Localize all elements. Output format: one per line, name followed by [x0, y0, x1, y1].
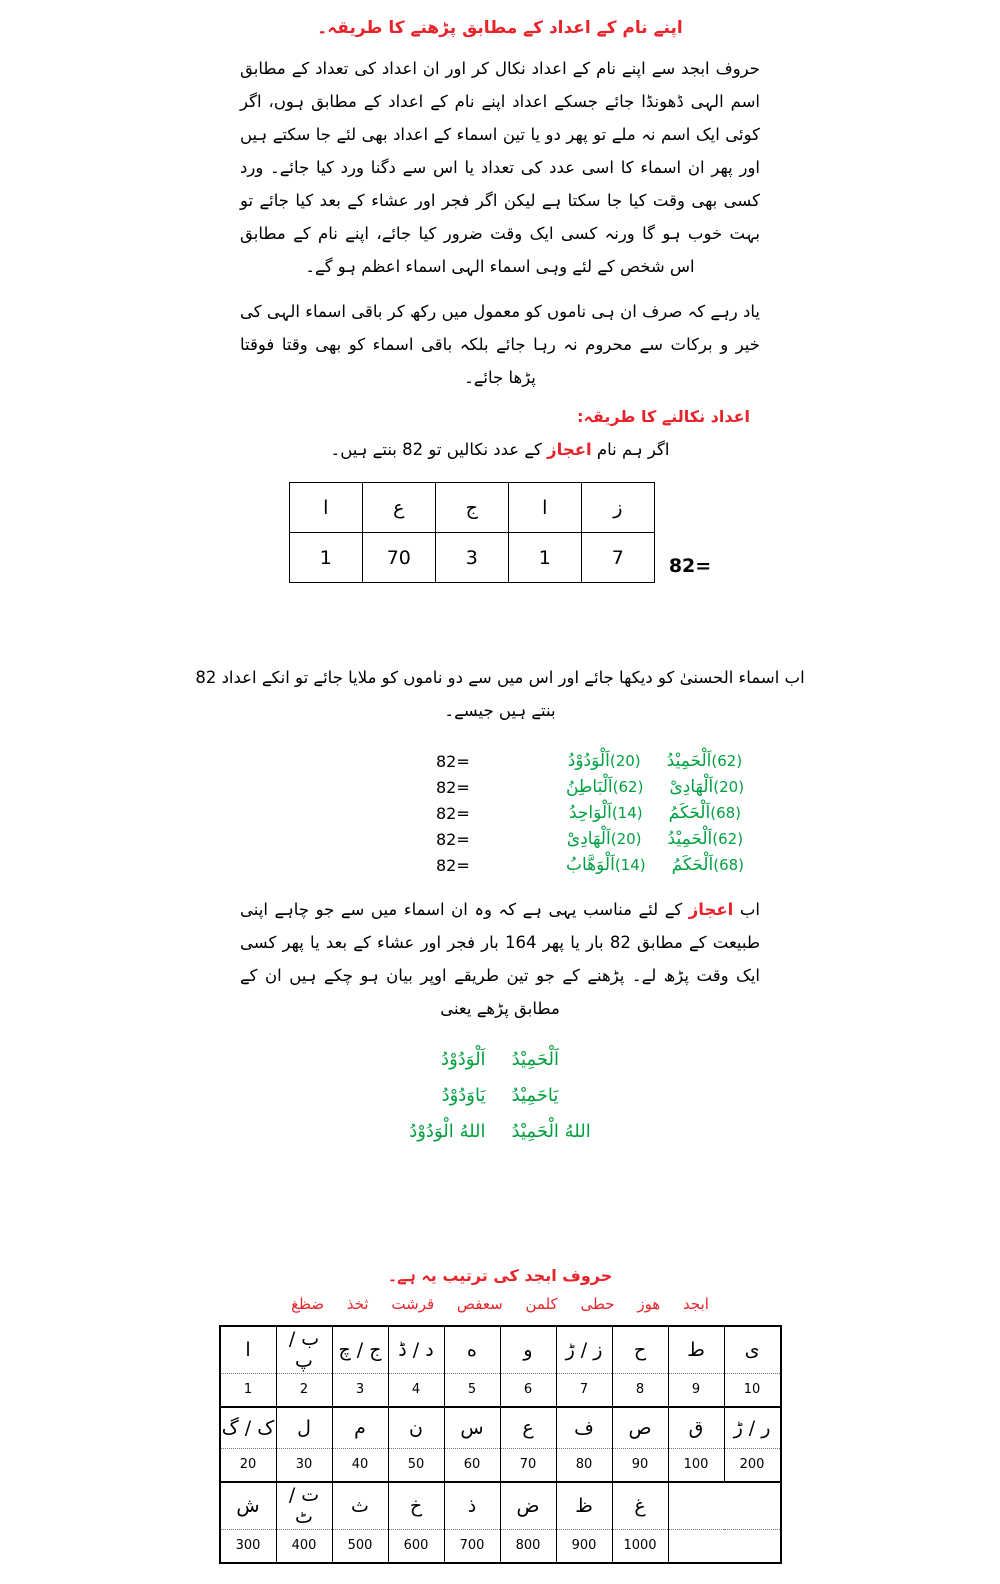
grid-letter: ص — [612, 1407, 668, 1449]
table-row-letters — [289, 483, 654, 533]
abjad-seq-word: کلمن — [525, 1294, 558, 1313]
abjad-seq-word: ابجد — [683, 1294, 709, 1313]
grid-letter: ک / گ — [220, 1407, 277, 1449]
list-item — [220, 751, 780, 771]
pair-number-2: (20) — [609, 752, 641, 771]
para4-name: اعجاز — [688, 900, 734, 920]
pair-names — [530, 855, 780, 875]
grid-value: 60 — [444, 1448, 500, 1482]
pair-sum: 82= — [436, 777, 470, 797]
grid-value: 3 — [332, 1373, 388, 1407]
abjad-sequence — [0, 1295, 1000, 1313]
pair-names — [530, 829, 780, 849]
abjad-seq-word: هوز — [637, 1294, 661, 1313]
example-line — [190, 433, 810, 466]
grid-value: 1 — [220, 1373, 277, 1407]
grid-letter: د / ڈ — [388, 1326, 444, 1374]
grid-value: 8 — [612, 1373, 668, 1407]
table-row — [220, 1373, 781, 1407]
recitation-right: اللهُ الْوَدُوْدُ — [409, 1121, 486, 1143]
name-value-table — [289, 482, 655, 583]
grid-value: 5 — [444, 1373, 500, 1407]
grid-value: 200 — [724, 1448, 781, 1482]
pair-name-2: اَلْوَاحِدُ — [568, 803, 612, 824]
pair-name-2: اَلْبَاطِنُ — [565, 777, 613, 798]
grid-value-empty — [668, 1529, 724, 1563]
abjad-seq-word: حطی — [580, 1294, 615, 1313]
grid-letter: ه — [444, 1326, 500, 1374]
grid-value: 700 — [444, 1529, 500, 1563]
grid-letter: و — [500, 1326, 556, 1374]
pair-name-1: اَلْحَمِیْدُ — [666, 751, 712, 772]
table-row — [220, 1407, 781, 1449]
grid-value: 600 — [388, 1529, 444, 1563]
table-cell-value: 3 — [435, 533, 508, 583]
paragraph-recite-instructions — [240, 893, 760, 1025]
pair-number-2: (62) — [612, 778, 644, 797]
grid-letter: ز / ڑ — [556, 1326, 612, 1374]
table-cell-letter: ا — [508, 483, 581, 533]
grid-value: 7 — [556, 1373, 612, 1407]
grid-letter: ع — [500, 1407, 556, 1449]
recitation-line — [0, 1079, 1000, 1113]
grid-letter-empty — [724, 1482, 781, 1530]
spacer — [0, 1230, 1000, 1256]
paragraph-reminder: یاد رہے کہ صرف ان ہی ناموں کو معمول میں رکھ کر باقی اسماء الہی کی خیر و برکات سے محروم نہ رہا جائے بلکہ باقی اسماء کو بھی وقتا فوقتا پڑھا جائے۔ — [240, 301, 760, 387]
abjad-seq-word: ثخذ — [346, 1294, 369, 1313]
pair-name-2: اَلْوَهَّابُ — [565, 855, 615, 876]
grid-letter: خ — [388, 1482, 444, 1530]
grid-letter: ب / پ — [276, 1326, 332, 1374]
grid-letter: ف — [556, 1407, 612, 1449]
pair-number-1: (62) — [711, 752, 743, 771]
grid-value: 90 — [612, 1448, 668, 1482]
abjad-seq-word: ضظغ — [291, 1294, 325, 1313]
pair-name-1: اَلْحَکَمُ — [671, 855, 714, 876]
pair-number-1: (62) — [712, 830, 744, 849]
pair-number-1: (20) — [713, 778, 745, 797]
grid-letter: ط — [668, 1326, 724, 1374]
pair-names — [530, 777, 780, 797]
name-table-sum: 82= — [668, 555, 712, 578]
spacer — [0, 727, 1000, 739]
recitation-line — [0, 1043, 1000, 1077]
table-cell-value: 70 — [362, 533, 435, 583]
spacer — [0, 283, 1000, 295]
table-row-values — [289, 533, 654, 583]
abjad-grid-wrap — [0, 1325, 1000, 1564]
table-row — [220, 1448, 781, 1482]
grid-value: 900 — [556, 1529, 612, 1563]
pair-name-2: اَلْهَادِیْ — [566, 829, 611, 850]
pair-number-2: (20) — [610, 830, 642, 849]
grid-letter: س — [444, 1407, 500, 1449]
grid-letter: ذ — [444, 1482, 500, 1530]
table-row — [220, 1326, 781, 1374]
recitation-forms — [0, 1043, 1000, 1150]
pair-name-1: اَلْحَمِیْدُ — [667, 829, 713, 850]
spacer — [0, 1152, 1000, 1230]
abjad-seq-word: سعفص — [456, 1294, 503, 1313]
pair-sum: 82= — [436, 829, 470, 849]
table-cell-letter: ز — [581, 483, 654, 533]
table-cell-letter: ج — [435, 483, 508, 533]
grid-letter: ل — [276, 1407, 332, 1449]
grid-letter: ج / چ — [332, 1326, 388, 1374]
example-name: اعجاز — [547, 440, 592, 460]
grid-value: 70 — [500, 1448, 556, 1482]
name-value-table-wrap — [0, 482, 1000, 583]
pair-name-1: اَلْهَادِیْ — [669, 777, 714, 798]
grid-value-empty — [724, 1529, 781, 1563]
grid-letter: ق — [668, 1407, 724, 1449]
recitation-left: یَاحَمِیْدُ — [511, 1085, 559, 1107]
pair-sum: 82= — [436, 751, 470, 771]
page-title: اپنے نام کے اعداد کے مطابق پڑھنے کا طریقہ۔ — [317, 18, 683, 38]
recitation-right: یَاوَدُوْدُ — [441, 1085, 486, 1107]
pair-names — [530, 803, 780, 823]
pair-sum: 82= — [436, 803, 470, 823]
recitation-line — [0, 1115, 1000, 1149]
grid-letter: ر / ڑ — [724, 1407, 781, 1449]
table-cell-value: 7 — [581, 533, 654, 583]
grid-value: 400 — [276, 1529, 332, 1563]
grid-value: 2 — [276, 1373, 332, 1407]
paragraph-asma-lookup: اب اسماء الحسنیٰ کو دیکھا جائے اور اس میں سے دو ناموں کو ملایا جائے تو انکے اعداد 82 بنتے ہیں جیسے۔ — [195, 668, 805, 721]
spacer — [0, 583, 1000, 661]
recitation-left: اللهُ الْحَمِیْدُ — [511, 1121, 591, 1143]
grid-letter: ا — [220, 1326, 277, 1374]
grid-value: 300 — [220, 1529, 277, 1563]
recitation-right: اَلْوَدُوْدُ — [441, 1049, 486, 1071]
abjad-seq-word: قرشت — [391, 1294, 435, 1313]
grid-value: 100 — [668, 1448, 724, 1482]
recitation-left: اَلْحَمِیْدُ — [511, 1049, 559, 1071]
grid-value: 80 — [556, 1448, 612, 1482]
list-item — [220, 855, 780, 875]
grid-value: 50 — [388, 1448, 444, 1482]
pair-number-2: (14) — [611, 804, 643, 823]
heading-numbers-method: اعداد نکالنے کا طریقہ: — [577, 406, 750, 426]
abjad-grid — [219, 1325, 782, 1564]
grid-value: 4 — [388, 1373, 444, 1407]
grid-letter: م — [332, 1407, 388, 1449]
table-cell-letter: ا — [289, 483, 362, 533]
pair-number-1: (68) — [713, 856, 745, 875]
grid-letter: ت / ٹ — [276, 1482, 332, 1530]
grid-value: 6 — [500, 1373, 556, 1407]
table-cell-letter: ع — [362, 483, 435, 533]
grid-value: 800 — [500, 1529, 556, 1563]
grid-letter: ض — [500, 1482, 556, 1530]
table-cell-value: 1 — [508, 533, 581, 583]
grid-value: 10 — [724, 1373, 781, 1407]
grid-letter: ن — [388, 1407, 444, 1449]
grid-letter: ث — [332, 1482, 388, 1530]
spacer — [0, 881, 1000, 893]
example-prefix: اگر ہم نام — [591, 440, 670, 460]
abjad-order-heading: حروف ابجد کی ترتیب یہ ہے۔ — [387, 1265, 613, 1285]
pair-name-1: اَلْحَکَمُ — [668, 803, 711, 824]
pair-number-2: (14) — [614, 856, 646, 875]
list-item — [220, 803, 780, 823]
grid-value: 1000 — [612, 1529, 668, 1563]
grid-value: 40 — [332, 1448, 388, 1482]
grid-value: 9 — [668, 1373, 724, 1407]
para4-body: کے لئے مناسب یہی ہے کہ وہ ان اسماء میں سے جو چاہے اپنی طبیعت کے مطابق 82 بار یا پھر 164 بار فجر اور عشاء کے بعد یا پھر کسی ایک وقت پڑھ لے۔ پڑھنے کے جو تین طریقے اوپر بیان ہو چکے ہیں ان کے مطابق پڑھے یعنی — [240, 900, 761, 1019]
paragraph-method-intro: حروف ابجد سے اپنے نام کے اعداد نکال کر اور ان اعداد کی تعداد کے مطابق اسم الہی ڈھونڈا جائے جسکے اعداد اپنے نام کے اعداد کے مطابق ہوں، اگر کوئی ایک اسم نہ ملے تو پھر دو یا تین اسماء کے اعداد بھی لئے جا سکتے ہیں اور پھر ان اسماء کا اسی عدد کی تعداد یا اس سے دگنا ورد کیا جائے۔ ورد کسی بھی وقت کیا جا سکتا ہے لیکن اگر فجر اور عشاء کے بعد کیا جائے تو بہت خوب ہو گا ورنہ کسی ایک وقت ضرور کیا جائے، اپنے نام کے مطابق اس شخص کے لئے وہی اسماء الہی اسماء اعظم ہو گے۔ — [240, 58, 760, 276]
name-pairs-list — [220, 751, 780, 875]
table-row — [220, 1529, 781, 1563]
list-item — [220, 777, 780, 797]
table-row — [220, 1482, 781, 1530]
grid-letter: ش — [220, 1482, 277, 1530]
para4-prefix: اب — [733, 900, 760, 920]
pair-names — [530, 751, 780, 771]
grid-value: 30 — [276, 1448, 332, 1482]
table-cell-value: 1 — [289, 533, 362, 583]
grid-letter-empty — [668, 1482, 724, 1530]
grid-letter: ظ — [556, 1482, 612, 1530]
list-item — [220, 829, 780, 849]
grid-value: 20 — [220, 1448, 277, 1482]
grid-letter: غ — [612, 1482, 668, 1530]
grid-letter: ی — [724, 1326, 781, 1374]
grid-letter: ح — [612, 1326, 668, 1374]
pair-name-2: اَلْوَدُوْدُ — [567, 751, 610, 772]
example-suffix: کے عدد نکالیں تو 82 بنتے ہیں۔ — [330, 440, 548, 460]
grid-value: 500 — [332, 1529, 388, 1563]
pair-number-1: (68) — [710, 804, 742, 823]
spacer — [0, 1025, 1000, 1037]
pair-sum: 82= — [436, 855, 470, 875]
